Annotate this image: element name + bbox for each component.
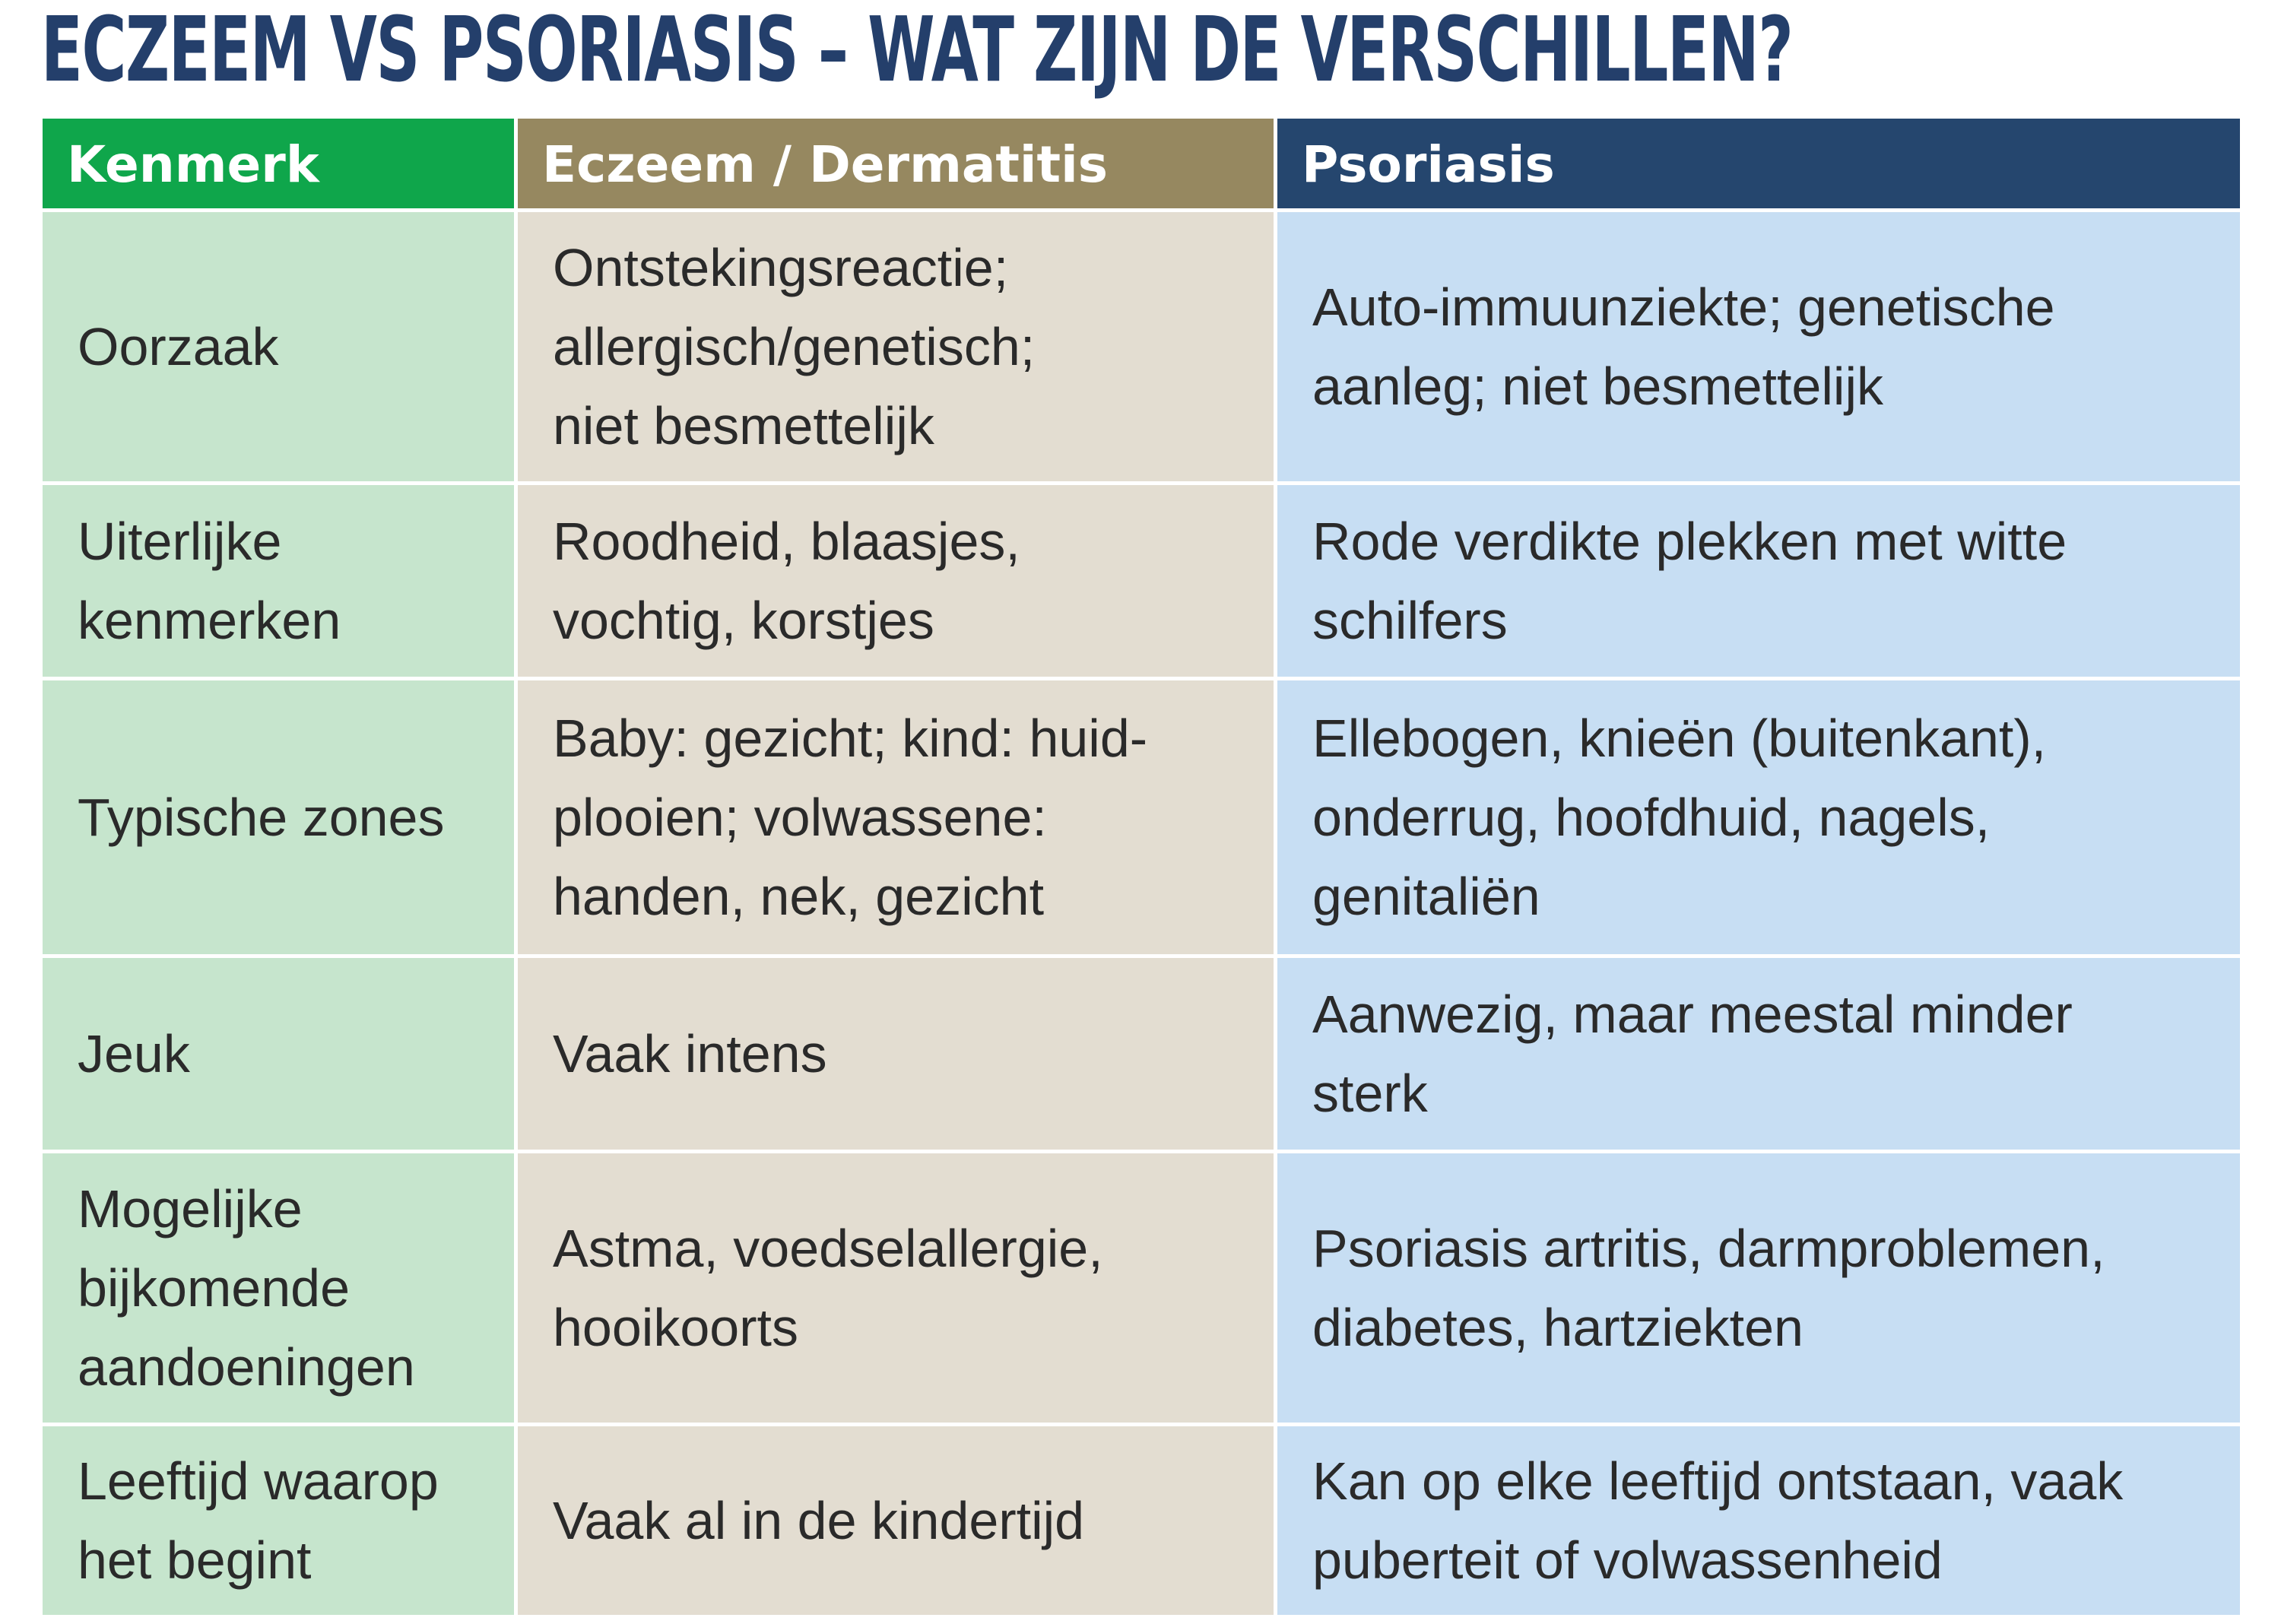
row-leeftijd-kenmerk: Leeftijd waarop het begint — [43, 1426, 514, 1615]
comparison-table — [43, 119, 2240, 1615]
row-leeftijd-eczeem: Vaak al in de kindertijd — [518, 1426, 1274, 1615]
row-uiterlijk-eczeem: Roodheid, blaasjes, vochtig, korstjes — [518, 485, 1274, 677]
row-aandoeningen-psoriasis: Psoriasis artritis, darmproblemen, diabetes, hartziekten — [1277, 1153, 2240, 1423]
row-jeuk-psoriasis: Aanwezig, maar meestal minder sterk — [1277, 958, 2240, 1150]
row-oorzaak-eczeem: Ontstekingsreactie; allergisch/genetisch; niet besmettelijk — [518, 212, 1274, 481]
row-jeuk-eczeem: Vaak intens — [518, 958, 1274, 1150]
row-aandoeningen-eczeem: Astma, voedselallergie, hooikoorts — [518, 1153, 1274, 1423]
row-leeftijd-psoriasis: Kan op elke leeftijd ontstaan, vaak puberteit of volwassenheid — [1277, 1426, 2240, 1615]
row-uiterlijk-kenmerk: Uiterlijke kenmerken — [43, 485, 514, 677]
header-psoriasis: Psoriasis — [1277, 119, 2240, 208]
row-zones-eczeem: Baby: gezicht; kind: huid- plooien; volwassene: handen, nek, gezicht — [518, 680, 1274, 954]
row-zones-kenmerk: Typische zones — [43, 680, 514, 954]
header-kenmerk: Kenmerk — [43, 119, 514, 208]
row-jeuk-kenmerk: Jeuk — [43, 958, 514, 1150]
header-eczeem: Eczeem / Dermatitis — [518, 119, 1274, 208]
page-title: ECZEEM VS PSORIASIS – WAT ZIJN DE VERSCHILLEN? — [41, 0, 1793, 102]
row-zones-psoriasis: Ellebogen, knieën (buitenkant), onderrug, hoofdhuid, nagels, genitaliën — [1277, 680, 2240, 954]
row-oorzaak-kenmerk: Oorzaak — [43, 212, 514, 481]
row-oorzaak-psoriasis: Auto-immuunziekte; genetische aanleg; niet besmettelijk — [1277, 212, 2240, 481]
row-uiterlijk-psoriasis: Rode verdikte plekken met witte schilfers — [1277, 485, 2240, 677]
row-aandoeningen-kenmerk: Mogelijke bijkomende aandoeningen — [43, 1153, 514, 1423]
